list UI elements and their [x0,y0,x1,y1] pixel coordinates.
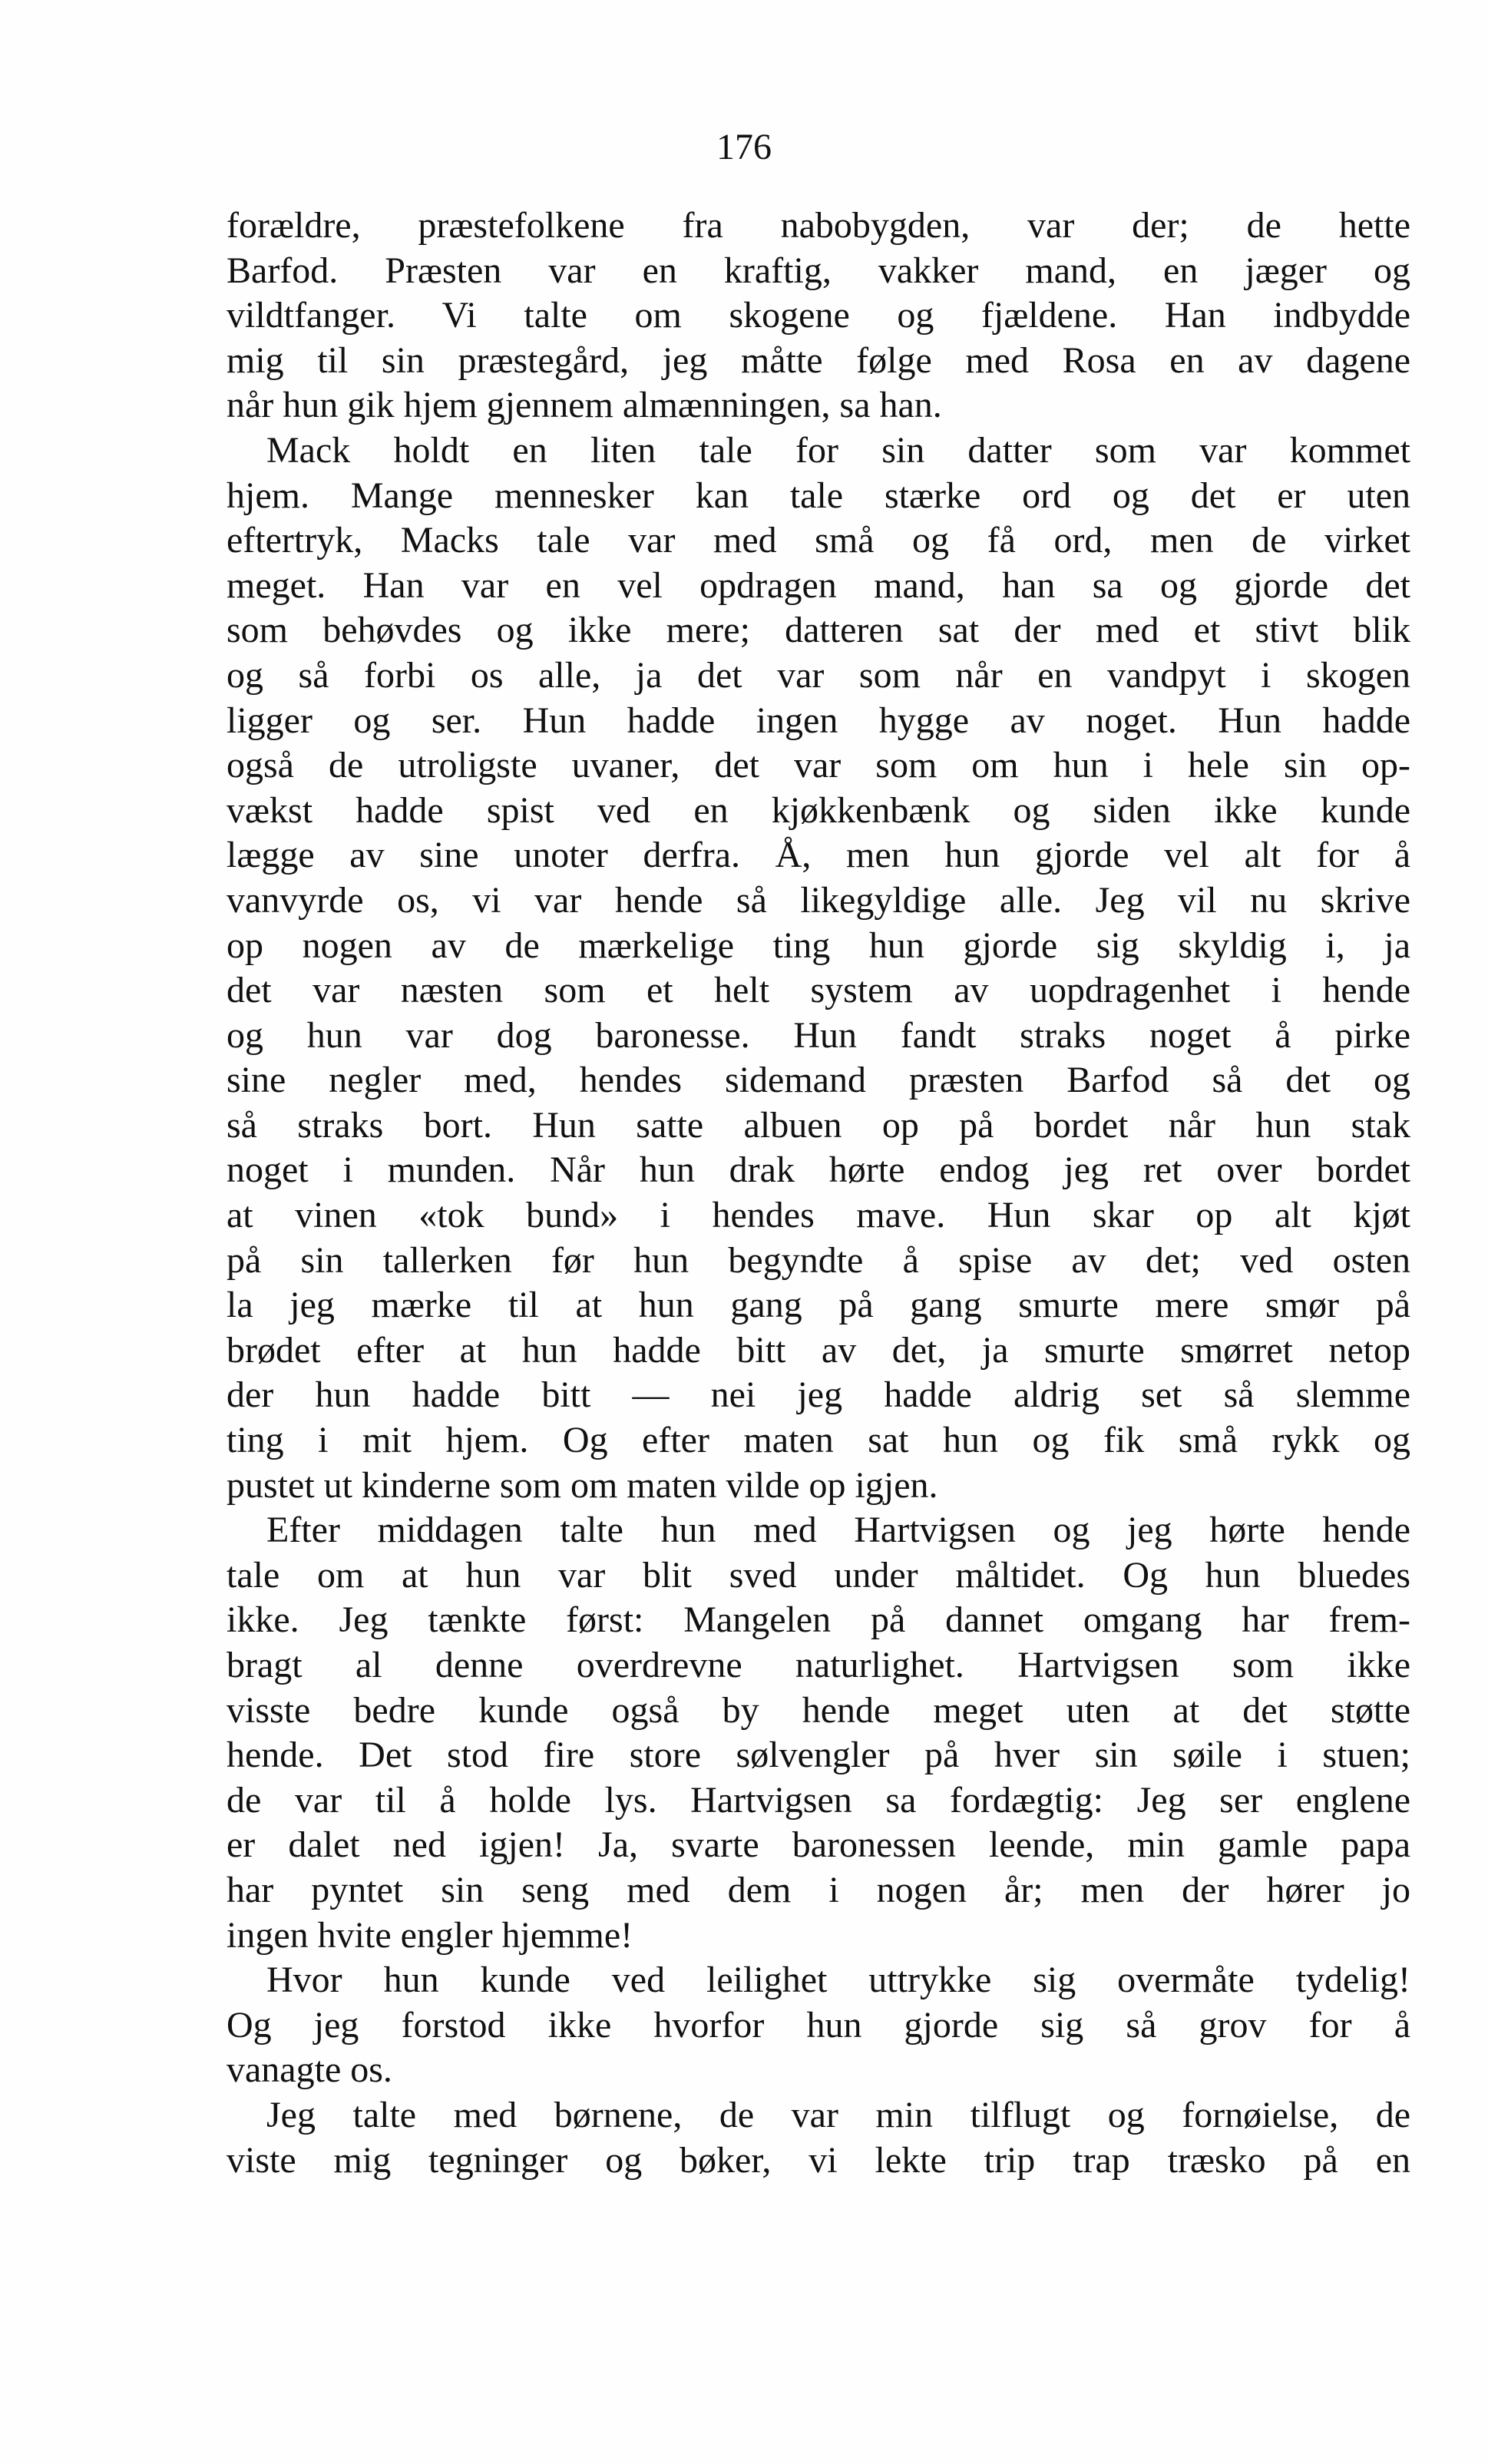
text-line: vanvyrde os, vi var hende så likegyldige alle. Jeg vil nu skrive [227,879,1410,921]
text-line: Jeg talte med børnene, de var min tilflugt og fornøielse, de [266,2094,1410,2135]
text-line: la jeg mærke til at hun gang på gang smurte mere smør på [227,1285,1410,1326]
text-line: noget i munden. Når hun drak hørte endog jeg ret over bordet [227,1149,1410,1191]
text-line: som behøvdes og ikke mere; datteren sat der med et stivt blik [227,610,1410,651]
page-number: 176 [716,127,772,167]
body-text [227,203,1410,2183]
text-line: tale om at hun var blit sved under måltidet. Og hun bluedes [227,1554,1410,1596]
text-line: Mack holdt en liten tale for sin datter som var kommet [266,429,1410,471]
text-line: så straks bort. Hun satte albuen op på bordet når hun stak [227,1104,1410,1146]
text-line: sine negler med, hendes sidemand præsten Barfod så det og [227,1060,1410,1101]
text-line: vanagte os. [227,2049,392,2091]
text-line: vækst hadde spist ved en kjøkkenbænk og siden ikke kunde [227,789,1410,831]
text-line: det var næsten som et helt system av uopdragenhet i hende [227,970,1410,1011]
text-line: har pyntet sin seng med dem i nogen år; men der hører jo [227,1869,1410,1910]
text-line: pustet ut kinderne som om maten vilde op igjen. [227,1464,938,1506]
text-line: viste mig tegninger og bøker, vi lekte trip trap træsko på en [227,2139,1410,2181]
text-line: hende. Det stod fire store sølvengler på hver sin søile i stuen; [227,1735,1410,1776]
text-line: op nogen av de mærkelige ting hun gjorde sig skyldig i, ja [227,924,1410,966]
text-line: lægge av sine unoter derfra. Å, men hun gjorde vel alt for å [227,835,1410,876]
text-line: bragt al denne overdrevne naturlighet. Hartvigsen som ikke [227,1645,1410,1685]
text-line: Barfod. Præsten var en kraftig, vakker mand, en jæger og [227,250,1410,291]
text-line: ikke. Jeg tænkte først: Mangelen på dannet omgang har frem- [227,1599,1410,1641]
text-line: Efter middagen talte hun med Hartvigsen og jeg hørte hende [266,1510,1410,1551]
text-line: hjem. Mange mennesker kan tale stærke ord og det er uten [227,475,1410,516]
text-line: ting i mit hjem. Og efter maten sat hun og fik små rykk og [227,1420,1410,1461]
text-line: og så forbi os alle, ja det var som når en vandpyt i skogen [227,654,1410,696]
text-line: på sin tallerken før hun begyndte å spise av det; ved osten [227,1239,1410,1281]
text-line: de var til å holde lys. Hartvigsen sa fordægtig: Jeg ser englene [227,1779,1410,1821]
text-line: mig til sin præstegård, jeg måtte følge med Rosa en av dagene [227,339,1410,381]
text-line: når hun gik hjem gjennem almænningen, sa han. [227,385,942,426]
text-line: der hun hadde bitt — nei jeg hadde aldrig set så slemme [227,1374,1410,1416]
text-line: og hun var dog baronesse. Hun fandt straks noget å pirke [227,1014,1410,1056]
text-line: Hvor hun kunde ved leilighet uttrykke sig overmåte tydelig! [266,1960,1410,2001]
text-line: er dalet ned igjen! Ja, svarte baronessen leende, min gamle papa [227,1824,1410,1866]
text-line: vildtfanger. Vi talte om skogene og fjældene. Han indbydde [227,295,1410,336]
text-line: brødet efter at hun hadde bitt av det, ja smurte smørret netop [227,1329,1410,1371]
text-line: ligger og ser. Hun hadde ingen hygge av noget. Hun hadde [227,700,1410,741]
text-line: at vinen «tok bund» i hendes mave. Hun skar op alt kjøt [227,1195,1410,1236]
text-line: meget. Han var en vel opdragen mand, han sa og gjorde det [227,564,1410,606]
text-line: Og jeg forstod ikke hvorfor hun gjorde sig så grov for å [227,2004,1410,2046]
text-line: visste bedre kunde også by hende meget uten at det støtte [227,1689,1410,1731]
text-line: forældre, præstefolkene fra nabobygden, var der; de hette [227,205,1410,246]
text-line: også de utroligste uvaner, det var som om hun i hele sin op- [227,745,1410,786]
text-line: eftertryk, Macks tale var med små og få ord, men de virket [227,520,1410,561]
text-line: ingen hvite engler hjemme! [227,1914,633,1956]
